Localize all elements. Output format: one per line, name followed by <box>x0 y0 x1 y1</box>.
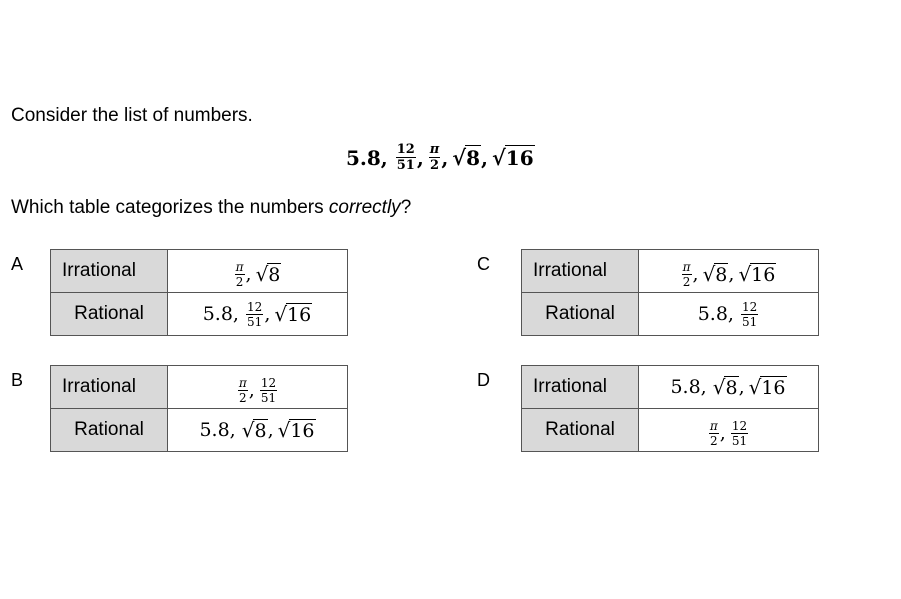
irrational-label: Irrational <box>51 366 168 409</box>
rational-label: Rational <box>522 409 639 452</box>
option-d-rational-values: $\frac{\pi}{2}$ , $\frac{12}{51}$ <box>639 409 819 452</box>
option-d-table[interactable] <box>521 365 819 452</box>
question-prompt: Which table categorizes the numbers correctly? <box>11 197 412 218</box>
option-d-letter[interactable]: D <box>477 370 490 390</box>
option-a-irrational-values: $\frac{\pi}{2}$ , √ 8 <box>168 250 348 293</box>
option-c-rational-values: 5.8, $\frac{12}{51}$ <box>639 293 819 336</box>
option-b-table[interactable] <box>50 365 348 452</box>
fraction-pi-2: $\frac{\pi}{2}$ <box>429 142 440 173</box>
number-decimal: 5.8, <box>346 145 388 170</box>
rational-label: Rational <box>51 409 168 452</box>
fraction-12-51: $\frac{12}{51}$ <box>396 142 415 173</box>
option-d-irrational-values: 5.8, √ 8 , √ 16 <box>639 366 819 409</box>
irrational-label: Irrational <box>51 250 168 293</box>
irrational-label: Irrational <box>522 366 639 409</box>
sqrt-8: √ 8 <box>452 145 481 170</box>
option-b-irrational-values: $\frac{\pi}{2}$ , $\frac{12}{51}$ <box>168 366 348 409</box>
rational-label: Rational <box>522 293 639 336</box>
option-b-rational-values: 5.8, √ 8 , √ 16 <box>168 409 348 452</box>
option-c-letter[interactable]: C <box>477 254 490 274</box>
number-list: 5.8, $\frac{12}{51}$ , $\frac{\pi}{2}$ , √ 8 , √ 16 <box>346 142 534 173</box>
irrational-label: Irrational <box>522 250 639 293</box>
option-a-table[interactable] <box>50 249 348 336</box>
option-c-table[interactable] <box>521 249 819 336</box>
rational-label: Rational <box>51 293 168 336</box>
sqrt-16: √ 16 <box>491 145 534 170</box>
option-a-rational-values: 5.8, $\frac{12}{51}$ , √ 16 <box>168 293 348 336</box>
option-c-irrational-values: $\frac{\pi}{2}$ , √ 8 , √ 16 <box>639 250 819 293</box>
question-intro: Consider the list of numbers. <box>11 105 253 126</box>
option-b-letter[interactable]: B <box>11 370 24 390</box>
option-a-letter[interactable]: A <box>11 254 24 274</box>
